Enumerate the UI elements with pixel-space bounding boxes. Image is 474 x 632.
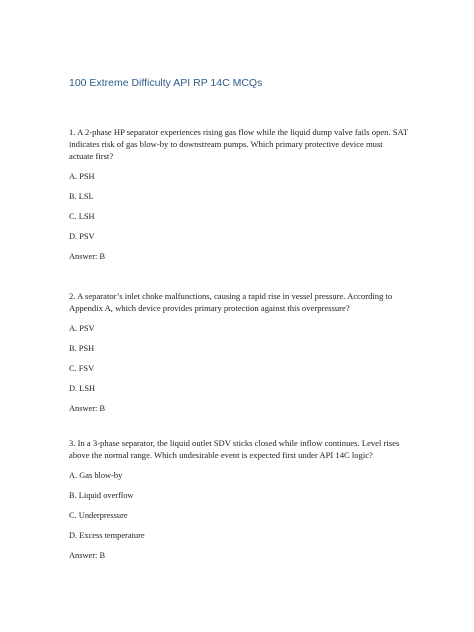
answer-option: D. PSV xyxy=(69,232,95,241)
document-title: 100 Extreme Difficulty API RP 14C MCQs xyxy=(69,77,263,89)
answer-line: Answer: B xyxy=(69,252,106,261)
question-text: 3. In a 3-phase separator, the liquid outlet SDV sticks closed while inflow continues. Level rises above the normal range. Which undesirable event is expected first under API 14C logic? xyxy=(69,438,400,460)
answer-line: Answer: B xyxy=(69,404,106,413)
question-block xyxy=(69,126,409,262)
question-text: 1. A 2-phase HP separator experiences rising gas flow while the liquid dump valve fails open. SAT indicates risk of gas blow-by to downstream pumps. Which primary protective device must actuate first? xyxy=(69,127,408,161)
answer-option: C. Underpressure xyxy=(69,511,128,520)
answer-option: B. PSH xyxy=(69,344,95,353)
answer-option: A. Gas blow-by xyxy=(69,471,123,480)
answer-option: B. Liquid overflow xyxy=(69,491,134,500)
question-block xyxy=(69,290,409,414)
answer-option: C. FSV xyxy=(69,364,95,373)
answer-option: D. Excess temperature xyxy=(69,531,145,540)
answer-option: A. PSH xyxy=(69,172,95,181)
answer-option: D. LSH xyxy=(69,384,96,393)
answer-option: C. LSH xyxy=(69,212,95,221)
answer-option: A. PSV xyxy=(69,324,95,333)
question-block xyxy=(69,437,409,561)
answer-line: Answer: B xyxy=(69,551,106,560)
answer-option: B. LSL xyxy=(69,192,94,201)
question-text: 2. A separator’s inlet choke malfunctions, causing a rapid rise in vessel pressure. According to Appendix A, which device provides primary protection against this overpressure? xyxy=(69,291,393,313)
